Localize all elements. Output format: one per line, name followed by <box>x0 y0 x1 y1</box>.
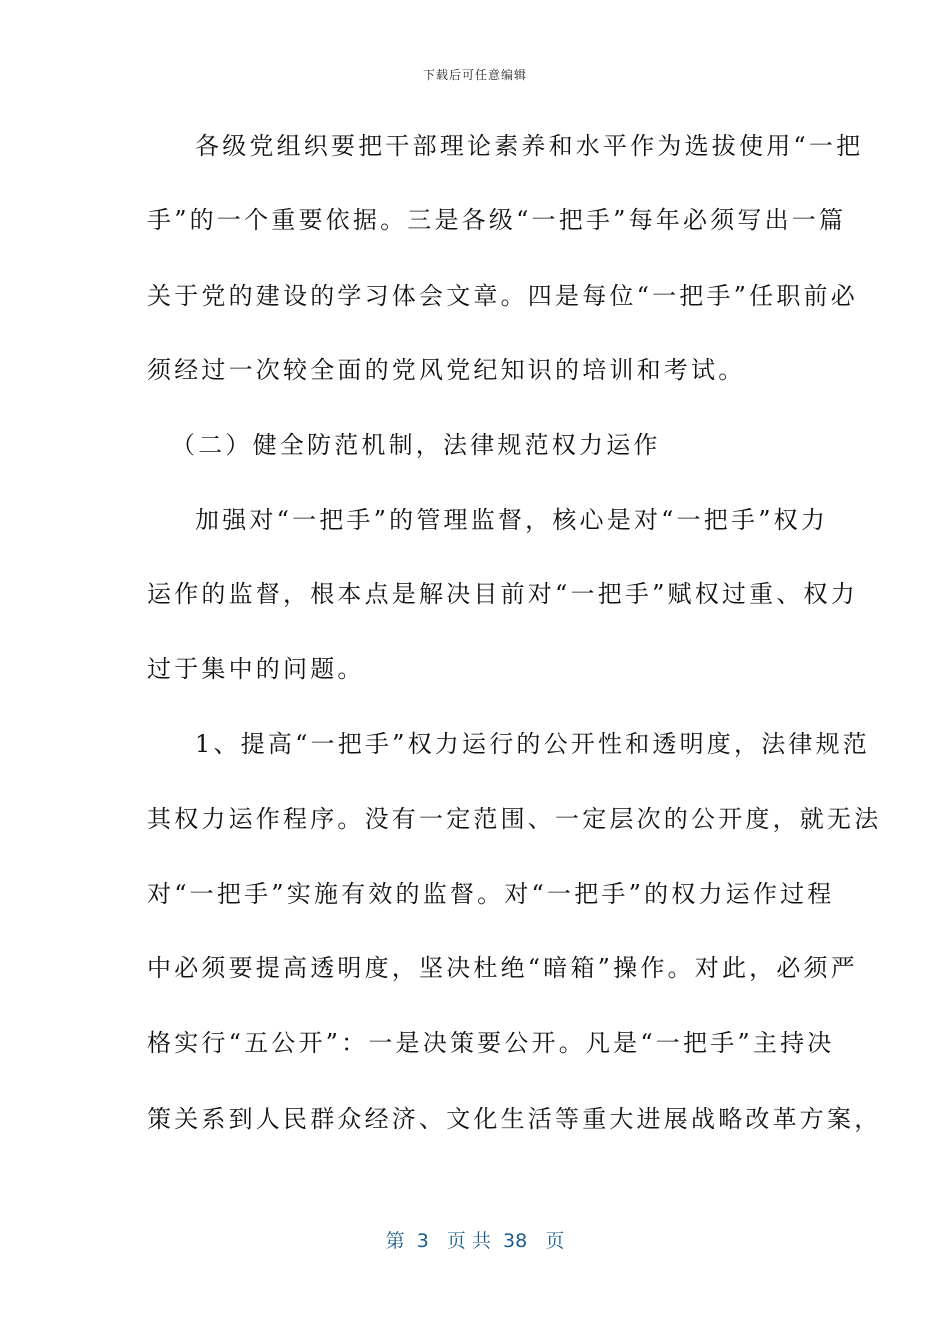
paragraph-line: 过于集中的问题。 <box>147 655 365 683</box>
paragraph-line: 格实行“五公开”：一是决策要公开。凡是“一把手”主持决 <box>147 1029 835 1057</box>
paragraph-line: 中必须要提高透明度，坚决杜绝“暗箱”操作。对此，必须严 <box>147 954 858 982</box>
paragraph-line: 1、提高“一把手”权力运行的公开性和透明度，法律规范 <box>195 730 871 758</box>
page-header: 下载后可任意编辑 <box>422 68 527 82</box>
paragraph-line: 关于党的建设的学习体会文章。四是每位“一把手”任职前必 <box>147 282 858 310</box>
paragraph-line: 策关系到人民群众经济、文化生活等重大进展战略改革方案， <box>147 1105 882 1133</box>
paragraph-line: 须经过一次较全面的党风党纪知识的培训和考试。 <box>147 356 746 384</box>
paragraph-line: 加强对“一把手”的管理监督，核心是对“一把手”权力 <box>195 506 829 534</box>
paragraph-line: 各级党组织要把干部理论素养和水平作为选拔使用“一把 <box>195 132 864 160</box>
paragraph-line: 其权力运作程序。没有一定范围、一定层次的公开度，就无法 <box>147 805 882 833</box>
section-heading: （二）健全防范机制，法律规范权力运作 <box>171 431 661 459</box>
paragraph-line: 手”的一个重要依据。三是各级“一把手”每年必须写出一篇 <box>147 206 847 234</box>
page-footer: 第 3 页 共 38 页 <box>385 1230 565 1252</box>
paragraph-line: 对“一把手”实施有效的监督。对“一把手”的权力运作过程 <box>147 880 835 908</box>
paragraph-line: 运作的监督，根本点是解决目前对“一把手”赋权过重、权力 <box>147 580 858 608</box>
